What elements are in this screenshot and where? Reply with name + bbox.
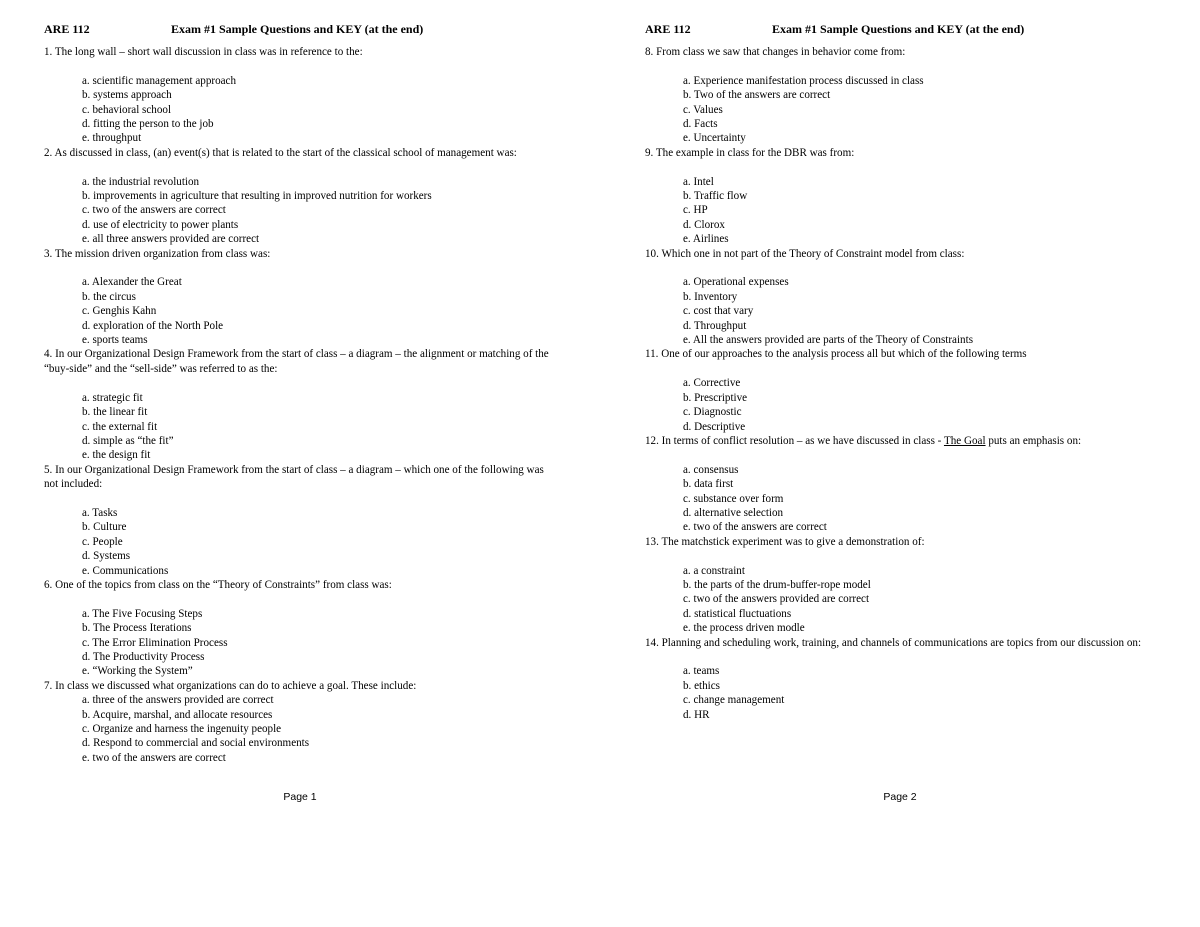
answer-option: a. a constraint [683,564,745,577]
book-title-underlined: The Goal [943,434,986,447]
page-number: Page 1 [283,791,317,803]
question-4 [44,347,559,462]
answer-option: e. all three answers provided are correct [82,233,260,246]
answer-option: b. Inventory [683,290,738,303]
answer-option: a. the industrial revolution [82,175,200,188]
answer-option: c. Organize and harness the ingenuity people [82,723,282,735]
answer-option: a. scientific management approach [82,74,237,87]
answer-options [44,275,559,347]
question-6 [44,578,559,679]
answer-option: c. HP [683,204,708,217]
answer-option: d. Systems [82,550,131,563]
question-text: 8. From class we saw that changes in behavior come from: [645,46,906,58]
answer-option: a. Intel [683,175,714,188]
question-text-start: 12. In terms of conflict resolution – as we have discussed in class - [645,434,944,447]
answer-option: c. two of the answers provided are correct [683,593,870,606]
answer-option: b. data first [683,478,734,491]
answer-options [44,607,559,679]
answer-option: b. the circus [82,290,136,303]
page-header [44,22,423,37]
question-11 [645,347,1145,433]
answer-options [44,175,559,247]
answer-option: b. Traffic flow [683,190,748,203]
answer-options [645,74,1145,146]
answer-option: a. Tasks [82,506,118,519]
question-text [645,434,1145,448]
answer-options [645,376,1145,434]
answer-options [44,506,559,578]
answer-option: d. use of electricity to power plants [82,218,239,231]
answer-option: b. the parts of the drum-buffer-rope model [683,578,871,591]
question-3 [44,247,559,348]
answer-option: c. substance over form [683,492,784,505]
answer-option: a. three of the answers provided are correct [82,694,274,707]
question-text: 11. One of our approaches to the analysis process all but which of the following terms [645,348,1027,361]
answer-option: a. Operational expenses [683,276,789,289]
answer-option: c. cost that vary [683,305,754,318]
answer-option: d. simple as “the fit” [82,434,174,447]
answer-option: b. Acquire, marshal, and allocate resources [82,708,273,721]
answer-option: e. the design fit [82,449,151,462]
question-text: 2. As discussed in class, (an) event(s) that is related to the start of the classical school of management was: [44,146,517,159]
answer-option: d. Throughput [683,319,747,332]
answer-option: c. The Error Elimination Process [82,636,228,649]
course-code: ARE 112 [645,22,691,36]
question-14 [645,636,1145,722]
question-2 [44,146,559,247]
answer-option: e. Communications [82,564,169,577]
question-text: 9. The example in class for the DBR was from: [645,146,855,159]
answer-option: a. Alexander the Great [82,276,182,289]
answer-options [44,391,559,463]
question-list [645,45,1145,722]
answer-option: b. improvements in agriculture that resulting in improved nutrition for workers [82,190,432,203]
question-text: 4. In our Organizational Design Framework from the start of class – a diagram – the alignment or matching of the “buy-side” and the “sell-side” was referred to as the: [44,348,549,375]
answer-option: a. teams [683,665,720,678]
answer-option: d. statistical fluctuations [683,607,792,620]
answer-option: a. Experience manifestation process discussed in class [683,74,924,87]
answer-option: c. behavioral school [82,103,172,116]
answer-option: b. the linear fit [82,406,148,419]
page-2 [600,0,1200,927]
question-list [44,45,559,765]
answer-options [44,74,559,146]
answer-option: e. sports teams [82,334,148,347]
answer-option: c. People [82,535,123,548]
answer-option: c. Values [683,103,723,116]
question-8 [645,45,1145,146]
page-number: Page 2 [883,791,917,803]
answer-option: e. two of the answers are correct [683,521,827,534]
answer-option: b. Prescriptive [683,391,748,404]
answer-option: e. two of the answers are correct [82,751,226,764]
question-text: 5. In our Organizational Design Framework from the start of class – a diagram – which one of the following was not included: [44,463,544,491]
question-7 [44,679,559,765]
question-text: 6. One of the topics from class on the “Theory of Constraints” from class was: [44,578,392,591]
question-text: 10. Which one in not part of the Theory of Constraint model from class: [645,247,965,260]
answer-option: c. Diagnostic [683,406,742,419]
answer-option: d. HR [683,708,710,721]
answer-option: a. consensus [683,463,739,476]
answer-option: b. The Process Iterations [82,622,192,635]
answer-option: b. ethics [683,679,720,692]
question-1 [44,45,559,146]
answer-option: c. two of the answers are correct [82,204,226,217]
exam-title: Exam #1 Sample Questions and KEY (at the end) [772,22,1025,36]
answer-option: d. fitting the person to the job [82,118,214,131]
answer-options [645,564,1145,636]
answer-option: e. Airlines [683,233,729,246]
exam-title: Exam #1 Sample Questions and KEY (at the end) [171,22,424,36]
answer-options [645,664,1145,722]
answer-options [645,175,1145,247]
question-text: 3. The mission driven organization from class was: [44,247,271,260]
question-5 [44,463,559,578]
page-header [645,22,1024,37]
question-text: 13. The matchstick experiment was to give a demonstration of: [645,535,925,548]
answer-options [44,693,559,765]
answer-option: c. Genghis Kahn [82,305,157,318]
answer-option: d. Descriptive [683,420,746,433]
answer-option: e. throughput [82,132,142,145]
answer-option: d. Respond to commercial and social environments [82,737,310,750]
question-13 [645,535,1145,636]
answer-option: b. systems approach [82,89,172,102]
answer-option: e. All the answers provided are parts of the Theory of Constraints [683,334,974,347]
question-12 [645,434,1145,535]
question-text-end: puts an emphasis on: [985,434,1082,447]
answer-option: d. alternative selection [683,506,784,519]
answer-option: d. The Productivity Process [82,650,205,663]
answer-option: e. the process driven modle [683,622,805,635]
answer-option: a. strategic fit [82,391,143,404]
question-text: 7. In class we discussed what organizations can do to achieve a goal. These include: [44,679,417,692]
answer-option: e. “Working the System” [82,665,193,678]
answer-option: a. The Five Focusing Steps [82,607,203,620]
question-10 [645,247,1145,348]
question-text: 14. Planning and scheduling work, training, and channels of communications are topics from our discussion on: [645,636,1142,649]
answer-option: c. change management [683,694,785,707]
answer-option: e. Uncertainty [683,132,746,145]
answer-option: b. Two of the answers are correct [683,89,831,102]
answer-options [645,463,1145,535]
answer-options [645,275,1145,347]
answer-option: d. Facts [683,118,718,131]
course-code: ARE 112 [44,22,90,36]
answer-option: b. Culture [82,521,127,534]
answer-option: c. the external fit [82,420,158,433]
answer-option: d. exploration of the North Pole [82,319,224,332]
answer-option: d. Clorox [683,218,725,231]
question-text: 1. The long wall – short wall discussion in class was in reference to the: [44,46,363,58]
answer-option: a. Corrective [683,377,741,390]
question-9 [645,146,1145,247]
